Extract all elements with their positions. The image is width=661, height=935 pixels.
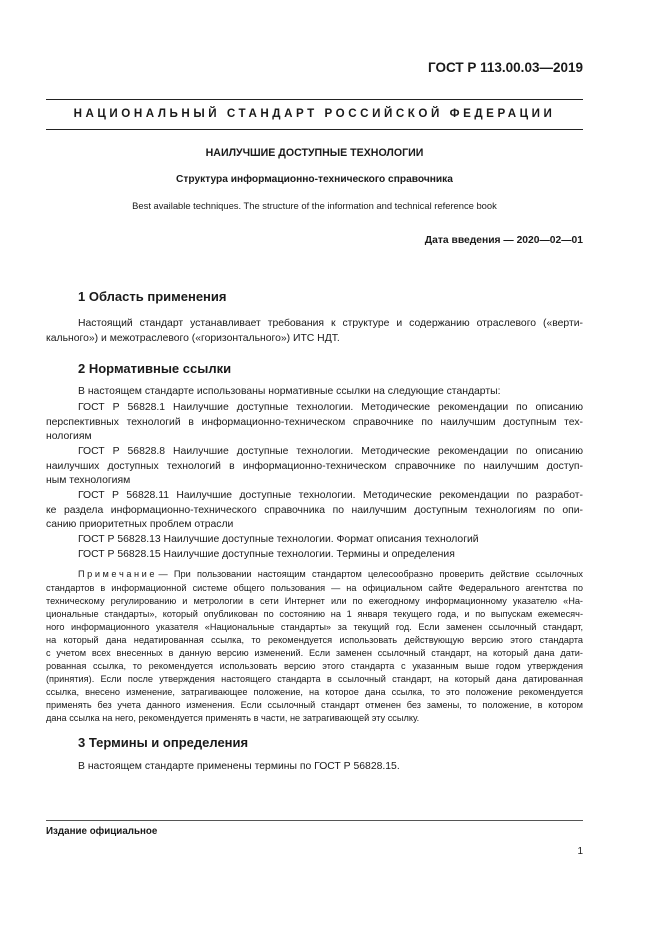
note-line: с учетом всех внесенных в данную версию изменений. Если заменен ссылочный стандарт, на который дана дати- [46, 648, 583, 658]
reference-line: ке раздела информационно-технического справочника по наилучшим доступным технологиям по опи- [46, 505, 583, 516]
note-line: техническому регулированию и метрологии в сети Интернет или по ежегодному информационному указателю «На- [46, 596, 583, 606]
paragraph-line: Настоящий стандарт устанавливает требования к структуре и содержанию отраслевого («верти- [78, 318, 583, 329]
bottom-rule [46, 129, 583, 130]
section-3-heading: 3 Термины и определения [78, 735, 249, 750]
title-english: Best available techniques. The structure of the information and technical reference book [132, 200, 497, 211]
paragraph-line: кального») и межотраслевого («горизонтального») ИТС НДТ. [46, 333, 340, 344]
reference-line: наилучших доступных технологий в информационно-техническом справочнике по наилучшим доступ- [46, 461, 583, 472]
note-line: стандартов в информационной системе общего пользования — на официальном сайте Федерального агентства по [46, 583, 583, 593]
note-line: ссылка, внесено изменение, затрагивающее положение, на которое дана ссылка, то это положение рекомендуется [46, 687, 583, 697]
reference-line: ГОСТ Р 56828.1 Наилучшие доступные технологии. Методические рекомендации по описанию [78, 402, 583, 413]
document-code: ГОСТ Р 113.00.03—2019 [428, 60, 583, 75]
paragraph-line: В настоящем стандарте применены термины по ГОСТ Р 56828.15. [78, 761, 400, 772]
section-2-heading: 2 Нормативные ссылки [78, 361, 232, 376]
reference-line: перспективных технологий в информационно-техническом справочнике по наилучшим доступным тех- [46, 417, 583, 428]
note-line: — При пользовании настоящим стандартом целесообразно проверить действие ссылочных [158, 569, 583, 579]
note-line: циональные стандарты», который опубликован по состоянию на 1 января текущего года, и по выпускам ежемесяч- [46, 609, 583, 619]
reference-line: санию приоритетных проблем отрасли [46, 519, 234, 530]
reference-line: нологиям [46, 431, 92, 442]
note-line: (принятия). Если после утверждения настоящего стандарта в ссылочный стандарт, на который дана датированная [46, 674, 583, 684]
section-1-heading: 1 Область применения [78, 289, 227, 304]
intro-date: Дата введения — 2020—02—01 [424, 235, 583, 246]
page-number: 1 [577, 846, 583, 857]
national-standard-banner: НАЦИОНАЛЬНЫЙ СТАНДАРТ РОССИЙСКОЙ ФЕДЕРАЦИИ [73, 107, 556, 120]
reference-line: ГОСТ Р 56828.13 Наилучшие доступные технологии. Формат описания технологий [78, 534, 479, 545]
footer-rule [46, 820, 583, 821]
reference-line: ГОСТ Р 56828.8 Наилучшие доступные технологии. Методические рекомендации по описанию [78, 446, 583, 457]
edition-label: Издание официальное [46, 826, 158, 837]
note-line: ного информационного указателя «Национальные стандарты» за текущий год. Если заменен ссылочный стандарт, [46, 622, 583, 632]
note-line: дана ссылка на него, рекомендуется применять в части, не затрагивающей эту ссылку. [46, 713, 420, 723]
reference-line: ГОСТ Р 56828.15 Наилучшие доступные технологии. Термины и определения [78, 549, 455, 560]
note-first-line [78, 568, 583, 581]
title-main: НАИЛУЧШИЕ ДОСТУПНЫЕ ТЕХНОЛОГИИ [205, 147, 424, 159]
note-line: на который дана недатированная ссылка, то рекомендуется использовать действующую версию этого стандарта [46, 635, 583, 645]
note-line: применять без учета данного изменения. Если ссылочный стандарт отменен без замены, то положение, в котором [46, 700, 583, 710]
note-label: П р и м е ч а н и е [78, 569, 155, 579]
reference-line: ГОСТ Р 56828.11 Наилучшие доступные технологии. Методические рекомендации по разработ- [78, 490, 583, 501]
title-sub: Структура информационно-технического справочника [176, 174, 453, 185]
note-line: рованная ссылка, то рекомендуется использовать версию этого стандарта с указанным выше годом утверждения [46, 661, 583, 671]
paragraph-line: В настоящем стандарте использованы нормативные ссылки на следующие стандарты: [78, 386, 501, 397]
top-rule [46, 99, 583, 100]
reference-line: ным технологиям [46, 475, 131, 486]
